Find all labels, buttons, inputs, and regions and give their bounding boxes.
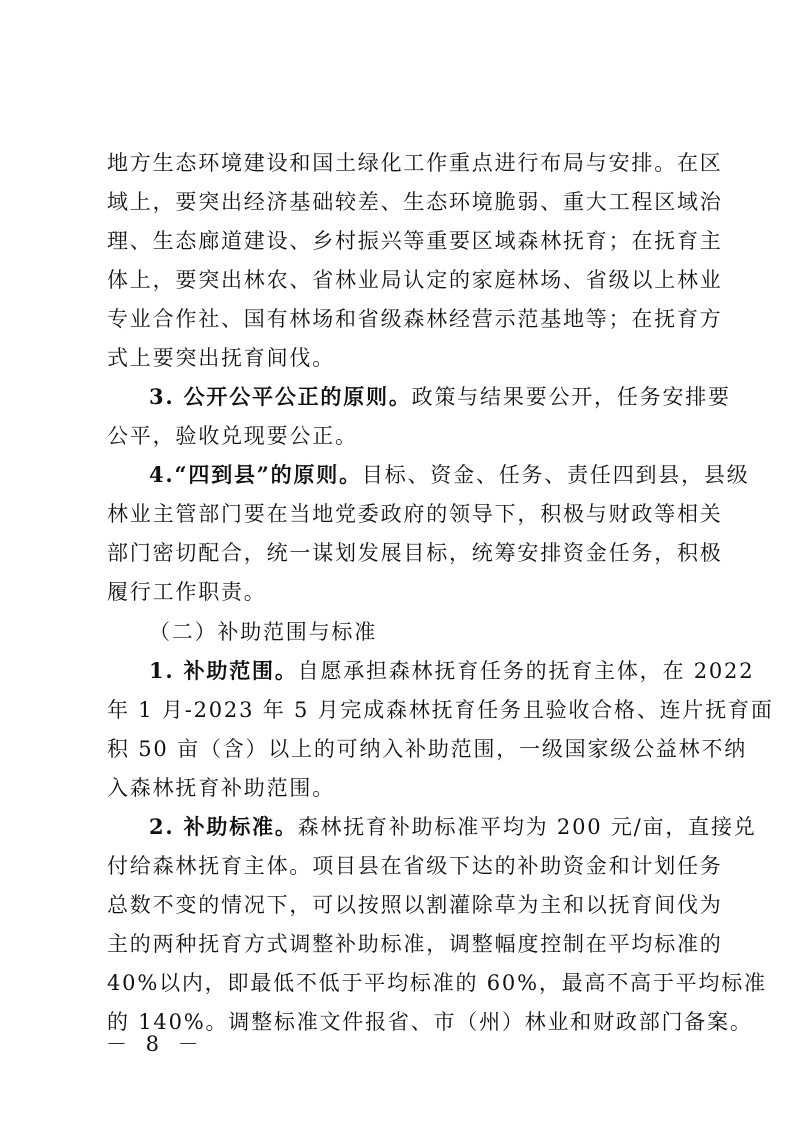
principle-3-heading: 3. 公开公平公正的原则。 [149, 384, 412, 409]
paragraph-line: 部门密切配合，统一谋划发展目标，统筹安排资金任务，积极 [107, 541, 723, 565]
principle-3-first-line [149, 378, 731, 416]
paragraph-line: 年 1 月-2023 年 5 月完成森林抚育任务且验收合格、连片抚育面 [107, 698, 774, 722]
paragraph-line: 专业合作社、国有林场和省级森林经营示范基地等；在抚育方 [107, 307, 723, 331]
paragraph-line: 体上，要突出林农、省林业局认定的家庭林场、省级以上林业 [107, 268, 723, 292]
principle-3-text: 政策与结果要公开，任务安排要 [411, 385, 731, 409]
section-heading: （二）补助范围与标准 [149, 620, 377, 644]
paragraph-line: 地方生态环境建设和国土绿化工作重点进行布局与安排。在区 [107, 151, 723, 175]
paragraph-line: 林业主管部门要在当地党委政府的领导下，积极与财政等相关 [107, 502, 723, 526]
paragraph-line: 域上，要突出经济基础较差、生态环境脆弱、重大工程区域治 [107, 190, 723, 214]
paragraph-line: 付给森林抚育主体。项目县在省级下达的补助资金和计划任务 [107, 854, 723, 878]
paragraph-line: 履行工作职责。 [107, 580, 267, 604]
paragraph-line: 40%以内，即最低不低于平均标准的 60%，最高不高于平均标准 [107, 971, 767, 995]
principle-4-first-line [149, 456, 750, 494]
page-number: － 8 － [106, 1032, 205, 1056]
subsidy-scope-text: 自愿承担森林抚育任务的抚育主体，在 2022 [297, 659, 755, 683]
paragraph-line: 的 140%。调整标准文件报省、市（州）林业和财政部门备案。 [107, 1010, 753, 1034]
subsidy-standard-text: 森林抚育补助标准平均为 200 元/亩，直接兑 [297, 815, 757, 839]
subsidy-standard-first-line [149, 808, 757, 846]
paragraph-line: 主的两种抚育方式调整补助标准，调整幅度控制在平均标准的 [107, 932, 723, 956]
paragraph-line: 公平，验收兑现要公正。 [107, 424, 358, 448]
paragraph-line: 入森林抚育补助范围。 [107, 776, 335, 800]
subsidy-scope-first-line [149, 652, 755, 690]
subsidy-scope-heading: 1. 补助范围。 [149, 658, 298, 683]
principle-4-text: 目标、资金、任务、责任四到县，县级 [361, 463, 750, 487]
principle-4-heading: 4.“四到县”的原则。 [149, 462, 362, 487]
paragraph-line: 积 50 亩（含）以上的可纳入补助范围，一级国家级公益林不纳 [107, 737, 748, 761]
paragraph-line: 总数不变的情况下，可以按照以割灌除草为主和以抚育间伐为 [107, 893, 723, 917]
paragraph-line: 理、生态廊道建设、乡村振兴等重要区域森林抚育；在抚育主 [107, 229, 723, 253]
paragraph-line: 式上要突出抚育间伐。 [107, 346, 335, 370]
subsidy-standard-heading: 2. 补助标准。 [149, 814, 298, 839]
